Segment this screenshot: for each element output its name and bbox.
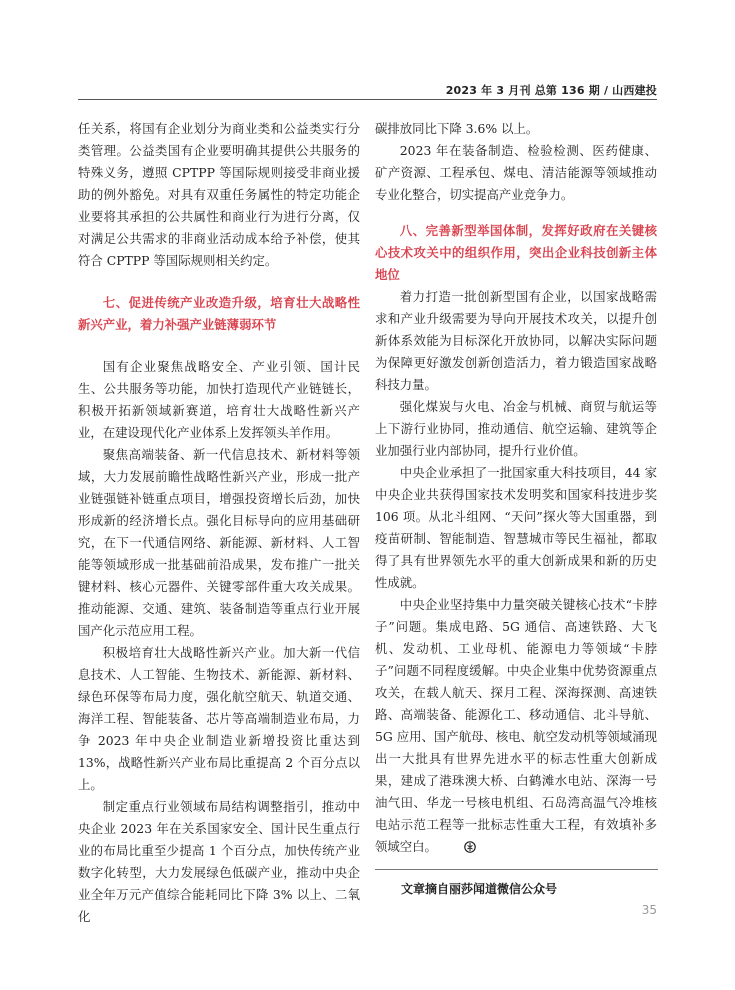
paragraph: 2023 年在装备制造、检验检测、医药健康、矿产资源、工程承包、煤电、清洁能源等领域推动专业化整合，切实提高产业竞争力。 bbox=[375, 143, 657, 202]
right-column bbox=[375, 118, 657, 858]
section-heading-7: 七、促进传统产业改造升级，培育壮大战略性新兴产业，着力补强产业链薄弱环节 bbox=[78, 295, 360, 332]
paragraph: 任关系，将国有企业划分为商业类和公益类实行分类管理。公益类国有企业要明确其提供公共服务的特殊义务，遵照 CPTPP 等国际规则接受非商业援助的例外豁免。对具有双重任务属性的特定功能企业要将其承担的公共属性和商业行为进行分离，仅对满足公共需求的非商业活动成本给予补偿，使其符合 CPTPP 等国际规则相关约定。 bbox=[78, 121, 360, 268]
section-heading-8: 八、完善新型举国体制，发挥好政府在关键核心技术攻关中的组织作用，突出企业科技创新主体地位 bbox=[375, 223, 657, 282]
paragraph: 国有企业聚焦战略安全、产业引领、国计民生、公共服务等功能，加快打造现代产业链链长，积极开拓新领域新赛道，培育壮大战略性新兴产业，在建设现代化产业体系上发挥领头羊作用。 bbox=[78, 359, 360, 440]
source-divider bbox=[375, 869, 658, 870]
left-column bbox=[78, 118, 360, 928]
paragraph: 积极培育壮大战略性新兴产业。加大新一代信息技术、人工智能、生物技术、新能源、新材料、绿色环保等布局力度，强化航空航天、轨道交通、海洋工程、智能装备、芯片等高端制造业布局，力争 2023 年中央企业制造业新增投资比重达到 13%，战略性新兴产业布局比重提高 2 个百分点以上。 bbox=[78, 645, 360, 792]
paragraph: 着力打造一批创新型国有企业，以国家战略需求和产业升级需要为导向开展技术攻关，以提升创新体系效能为目标深化开放协同，以解决实际问题为保障更好激发创新创造活力，着力锻造国家战略科技力量。 bbox=[375, 289, 657, 392]
paragraph: 聚焦高端装备、新一代信息技术、新材料等领域，大力发展前瞻性战略性新兴产业，形成一批产业链强链补链重点项目，增强投资增长后劲，加快形成新的经济增长点。强化目标导向的应用基础研究，在下一代通信网络、新能源、新材料、人工智能等领域形成一批基础前沿成果，发布推广一批关键材料、核心元器件、关键零部件重大攻关成果。推动能源、交通、建筑、装备制造等重点行业开展国产化示范应用工程。 bbox=[78, 447, 360, 638]
article-source: 文章摘自丽莎闻道微信公众号 bbox=[401, 882, 558, 896]
running-header: 2023 年 3 月刊 总第 136 期 / 山西建投 bbox=[445, 84, 657, 97]
paragraph: 制定重点行业领域布局结构调整指引，推动中央企业 2023 年在关系国家安全、国计民生重点行业的布局比重至少提高 1 个百分点，加快传统产业数字化转型，大力发展绿色低碳产业，推动中央企业全年万元产值综合能耗同比下降 3% 以上、二氧化 bbox=[78, 799, 360, 924]
paragraph bbox=[375, 594, 657, 858]
paragraph: 强化煤炭与火电、冶金与机械、商贸与航运等上下游行业协同，推动通信、航空运输、建筑等企业加强行业内部协同，提升行业价值。 bbox=[375, 399, 657, 458]
end-of-article-icon bbox=[439, 838, 451, 850]
paragraph: 中央企业承担了一批国家重大科技项目，44 家中央企业共获得国家技术发明奖和国家科技进步奖 106 项。从北斗组网、“天问”探火等大国重器，到疫苗研制、智能制造、智慧城市等民生福祉，都取得了具有世界领先水平的重大创新成果和新的历史性成就。 bbox=[375, 465, 657, 590]
paragraph: 碳排放同比下降 3.6% 以上。 bbox=[375, 121, 539, 136]
header-divider bbox=[78, 99, 657, 100]
page-number: 35 bbox=[641, 903, 657, 917]
paragraph-text: 中央企业坚持集中力量突破关键核心技术“卡脖子”问题。集成电路、5G 通信、高速铁路、大飞机、发动机、工业母机、能源电力等领域“卡脖子”问题不同程度缓解。中央企业集中优势资源重点攻关，在载人航天、探月工程、深海探测、高速铁路、高端装备、能源化工、移动通信、北斗导航、5G 应用、国产航母、核电、航空发动机等领域涌现出一大批具有世界先进水平的标志性重大创新成果，建成了港珠澳大桥、白鹤滩水电站、深海一号油气田、华龙一号核电机组、石岛湾高温气冷堆核电站示范工程等一批标志性重大工程，有效填补多领域空白。 bbox=[375, 597, 657, 854]
